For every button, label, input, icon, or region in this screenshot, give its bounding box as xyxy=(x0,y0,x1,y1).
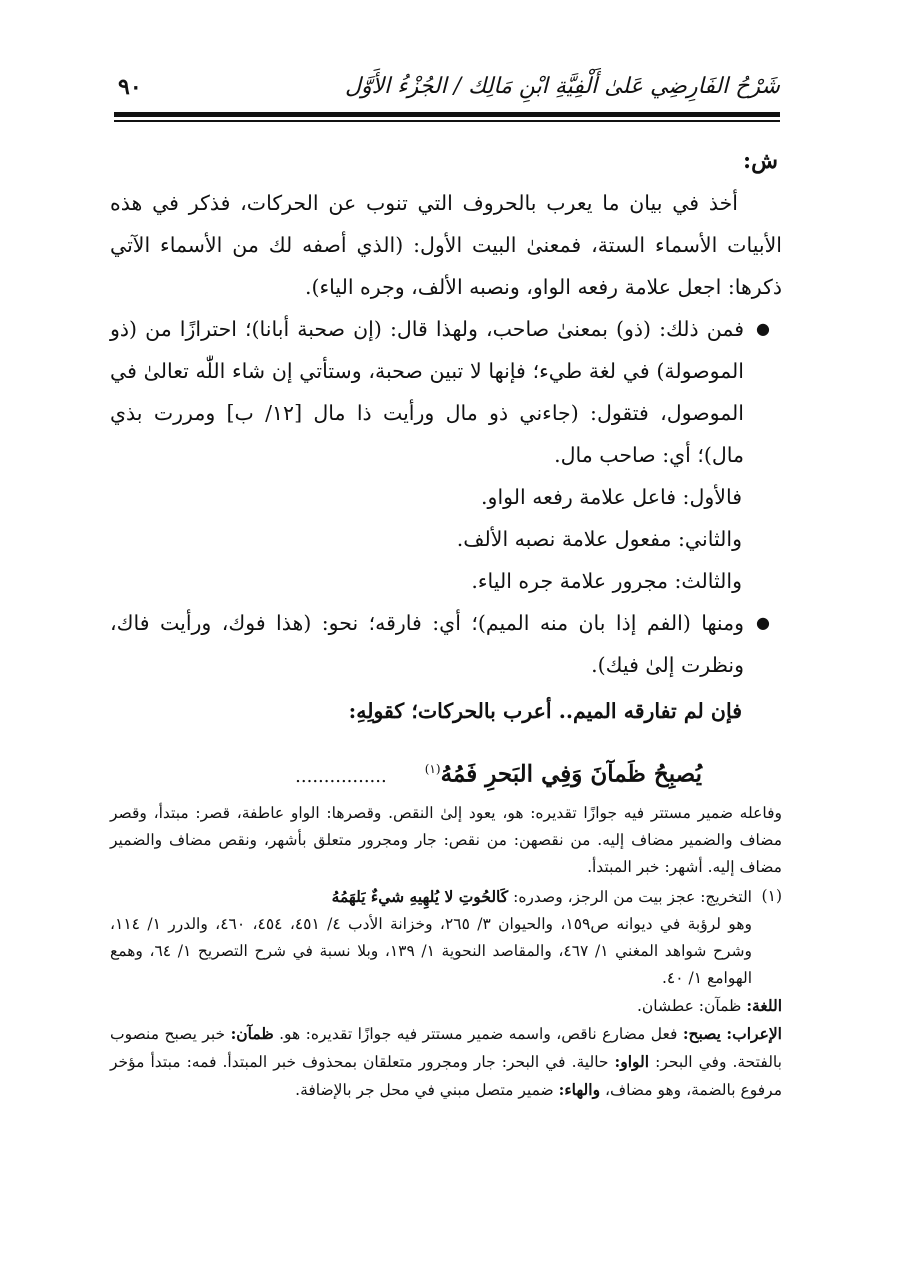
verse-line xyxy=(110,748,782,798)
footnote-sources: وهو لرؤبة في ديوانه ص١٥٩، والحيوان ٣/ ٢٦٥، وخزانة الأدب ٤/ ٤٥١، ٤٥٤، ٤٦٠، والدرر ١/ ١١٤، وشرح شواهد المغني ١/ ٤٦٧، والمقاصد النحوية ١/ ١٣٩، وبلا نسبة في شرح التصريح ١/ ٦٤، وهمع الهوامع ١/ ٤٠. xyxy=(110,915,752,987)
irab-label: الإعراب: xyxy=(726,1024,782,1043)
verse-dots: ................ xyxy=(295,765,387,787)
heading-line: فإن لم تفارقه الميم.. أعرب بالحركات؛ كقولِهِ: xyxy=(348,699,742,723)
irab-text-4: ضمير متصل مبني في محل جر بالإضافة. xyxy=(295,1081,554,1099)
lugha-line xyxy=(110,992,782,1020)
irab-text-3: حالية. في البحر: جار ومجرور متعلقان بمحذوف خبر المبتدأ. فمه: مبتدأ مؤخر مرفوع بالضمة، وهو مضاف، xyxy=(110,1053,782,1099)
running-title: شَرْحُ الفَارِضِي عَلىٰ أَلْفِيَّةِ ابْنِ مَالِك / الجُزْءُ الأَوَّل xyxy=(344,74,780,99)
bullet-fam-text: ومنها (الفم إذا بان منه الميم)؛ أي: فارقه؛ نحو: (هذا فوك، ورأيت فاك، ونظرت إلىٰ فيك). xyxy=(110,611,744,677)
irab-text-2: خبر يصبح منصوب بالفتحة. وفي البحر: xyxy=(110,1025,782,1071)
footnotes xyxy=(110,800,782,1104)
page-header xyxy=(114,62,780,122)
irab-word-3: الواو: xyxy=(614,1052,650,1071)
line-third: والثالث: مجرور علامة جره الياء. xyxy=(471,569,742,593)
footnote-takhrij xyxy=(110,883,752,911)
sharh-label-line xyxy=(110,140,782,182)
line-second: والثاني: مفعول علامة نصبه الألف. xyxy=(456,527,742,551)
irab-word-4: والهاء: xyxy=(558,1080,601,1099)
verse-text: يُصبِحُ ظَمآنَ وَفِي البَحرِ فَمُهُ xyxy=(440,760,702,788)
irab-paragraph xyxy=(110,1020,782,1104)
irab-word-1: يصبح: xyxy=(682,1024,721,1043)
bullet-dot-icon: ● xyxy=(756,613,770,632)
lugha-label: اللغة: xyxy=(746,996,782,1015)
lugha-text: ظمآن: عطشان. xyxy=(637,997,742,1015)
line-first: فالأول: فاعل علامة رفعه الواو. xyxy=(481,485,742,509)
irab-text-1: فعل مضارع ناقص، واسمه ضمير مستتر فيه جوازًا تقديره: هو. xyxy=(279,1025,678,1043)
footnote-1 xyxy=(110,883,782,992)
main-text xyxy=(110,140,782,798)
bullet-dot-icon: ● xyxy=(756,319,770,338)
header-rule-thick xyxy=(114,112,780,117)
bullet-dhu xyxy=(110,308,782,476)
bullet-fam xyxy=(110,602,782,686)
footnote-number: (١) xyxy=(761,887,782,905)
takhrij-text: عجز بيت من الرجز، وصدره: xyxy=(513,888,696,906)
irab-word-2: ظمآن: xyxy=(230,1024,274,1043)
bullet-dhu-text: فمن ذلك: (ذو) بمعنىٰ صاحب، ولهذا قال: (إن صحبة أبانا)؛ احترازًا من (ذو الموصولة) في لغة طيء؛ فإنها لا تبين صحبة، وستأتي إن شاء اللّٰه تعالىٰ في الموصول، فتقول: (جاءني ذو مال ورأيت ذا مال [١٢/ ب] ومررت بذي مال)؛ أي: صاحب مال. xyxy=(110,317,744,467)
takhrij-sadr: كَالحُوتِ لا يُلهِيهِ شيءٌ يَلهَمُهُ xyxy=(331,887,509,906)
page-number: ٩٠ xyxy=(118,74,142,100)
intro-paragraph: أخذ في بيان ما يعرب بالحروف التي تنوب عن الحركات، فذكر في هذه الأبيات الأسماء الستة، فمعنىٰ البيت الأول: (الذي أصفه لك من الأسماء الآتي ذكرها: اجعل علامة رفعه الواو، ونصبه الألف، وجره الياء). xyxy=(110,191,782,299)
note-continuation: وفاعله ضمير مستتر فيه جوازًا تقديره: هو، يعود إلىٰ النقص. وقصرها: الواو عاطفة، قصر: مبتدأ، وقصر مضاف والضمير مضاف إليه. من نقصهن: من نقص: جار ومجرور متعلق بأشهر، ونقص مضاف والضمير مضاف إليه. أشهر: خبر المبتدأ. xyxy=(110,804,782,876)
sharh-label: ش: xyxy=(743,148,778,174)
takhrij-label: التخريج: xyxy=(700,888,752,906)
footnote-ref[interactable]: (١) xyxy=(424,762,441,776)
header-rule-thin xyxy=(114,120,780,122)
